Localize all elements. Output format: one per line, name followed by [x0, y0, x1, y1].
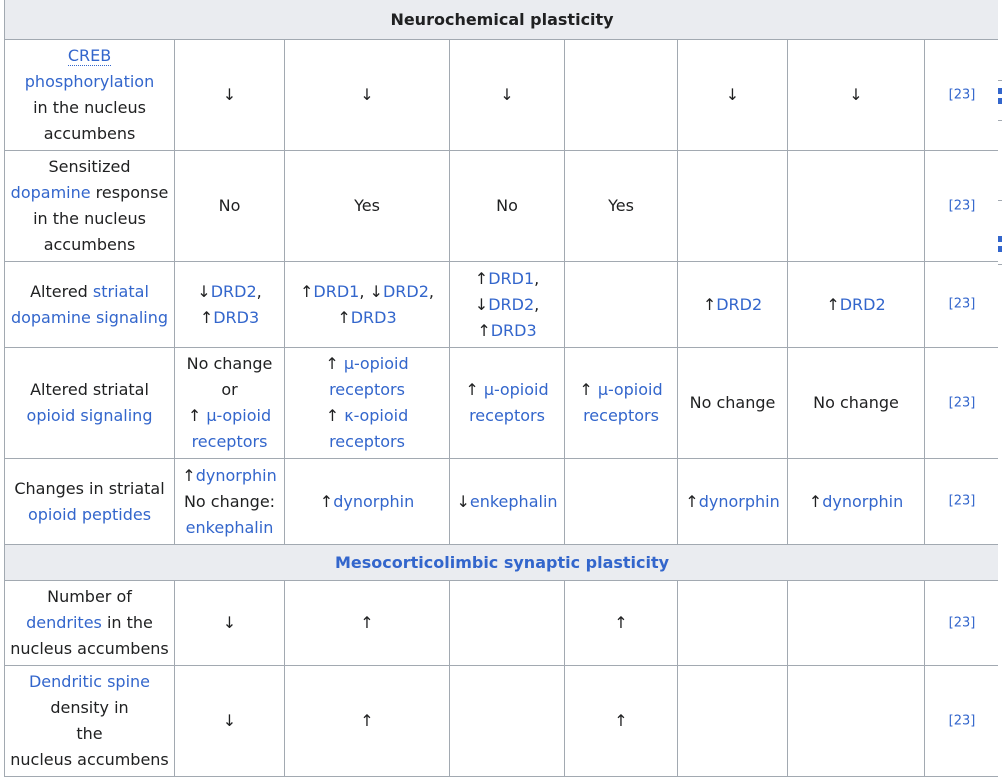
table-cell: ↑DRD1, ↓DRD2, ↑DRD3	[450, 262, 565, 348]
table-cell: No change	[678, 348, 788, 459]
reference-link[interactable]: [23]	[948, 87, 976, 103]
drd3-link[interactable]: DRD3	[213, 307, 260, 327]
dendritic-spine-link[interactable]: Dendritic spine	[28, 672, 150, 691]
table-cell: ↓	[678, 40, 788, 151]
dynorphin-link[interactable]: dynorphin	[698, 491, 780, 511]
table-cell	[678, 581, 788, 666]
table-cell: ↓	[285, 40, 450, 151]
reference-link[interactable]: [23]	[948, 296, 976, 312]
right-edge-rail	[998, 0, 1002, 779]
kappa-opioid-receptors-link[interactable]: κ-opioid receptors	[329, 406, 409, 451]
edge-divider	[998, 200, 1002, 201]
reference-cell	[925, 348, 1000, 459]
row-label-text: response in the nucleus accumbens	[33, 183, 169, 254]
table-cell: ↑dynorphin	[788, 459, 925, 545]
row-label-text: in the nucleus accumbens	[10, 613, 169, 658]
table-cell: ↑ μ-opioid receptors	[565, 348, 678, 459]
table-cell: No change or ↑ μ-opioid receptors	[175, 348, 285, 459]
row-label-text: density in	[50, 698, 129, 717]
dynorphin-link[interactable]: dynorphin	[195, 465, 277, 485]
table-cell	[678, 151, 788, 262]
section-header-synaptic	[5, 545, 1000, 581]
table-cell: No	[450, 151, 565, 262]
reference-cell	[925, 40, 1000, 151]
drug-effects-table	[4, 0, 1000, 777]
reference-link[interactable]: [23]	[948, 395, 976, 411]
table-cell: ↓enkephalin	[450, 459, 565, 545]
reference-link[interactable]: [23]	[948, 713, 976, 729]
table-row	[5, 459, 1000, 545]
row-label	[5, 348, 175, 459]
dynorphin-link[interactable]: dynorphin	[822, 491, 904, 511]
table-cell: ↓DRD2, ↑DRD3	[175, 262, 285, 348]
table-cell: ↑DRD2	[788, 262, 925, 348]
mu-opioid-receptors-link[interactable]: μ-opioid receptors	[191, 406, 272, 451]
edge-marker	[998, 236, 1002, 242]
reference-link[interactable]: [23]	[948, 198, 976, 214]
row-label	[5, 666, 175, 777]
table-cell: No change	[788, 348, 925, 459]
table-row	[5, 40, 1000, 151]
drd3-link[interactable]: DRD3	[490, 320, 537, 340]
table-cell	[788, 666, 925, 777]
enkephalin-link[interactable]: enkephalin	[185, 517, 274, 537]
row-label-text: the	[76, 724, 103, 743]
reference-link[interactable]: [23]	[948, 493, 976, 509]
section-header-neurochemical	[5, 0, 1000, 40]
drd2-link[interactable]: DRD2	[488, 294, 535, 314]
drd1-link[interactable]: DRD1	[488, 268, 535, 288]
row-label	[5, 581, 175, 666]
edge-divider	[998, 80, 1002, 81]
table-cell: ↑DRD2	[678, 262, 788, 348]
row-label-text: Altered	[30, 281, 88, 301]
table-cell: ↓	[788, 40, 925, 151]
table-cell	[565, 40, 678, 151]
row-label	[5, 459, 175, 545]
edge-divider	[998, 264, 1002, 265]
table-cell	[450, 581, 565, 666]
table-cell: ↓	[175, 666, 285, 777]
table-cell: ↑ μ-opioid receptors ↑ κ-opioid receptors	[285, 348, 450, 459]
table-cell: ↑dynorphin	[678, 459, 788, 545]
dendrites-link[interactable]: dendrites	[26, 613, 102, 632]
table-row	[5, 581, 1000, 666]
opioid-peptides-link[interactable]: opioid peptides	[27, 504, 152, 524]
table-cell	[450, 666, 565, 777]
edge-marker	[998, 98, 1002, 104]
reference-link[interactable]: [23]	[948, 615, 976, 631]
table-cell: ↑	[285, 666, 450, 777]
drd2-link[interactable]: DRD2	[839, 294, 886, 314]
table-cell: ↓	[175, 581, 285, 666]
mu-opioid-receptors-link[interactable]: μ-opioid receptors	[329, 354, 409, 399]
reference-cell	[925, 581, 1000, 666]
enkephalin-link[interactable]: enkephalin	[469, 491, 558, 511]
drd2-link[interactable]: DRD2	[382, 281, 429, 301]
reference-cell	[925, 262, 1000, 348]
table-cell: ↓	[175, 40, 285, 151]
mu-opioid-receptors-link[interactable]: μ-opioid receptors	[469, 380, 549, 425]
table-cell: ↓	[450, 40, 565, 151]
drd2-link[interactable]: DRD2	[210, 281, 257, 301]
table-cell: ↑dynorphin No change: enkephalin	[175, 459, 285, 545]
drd1-link[interactable]: DRD1	[313, 281, 360, 301]
edge-marker	[998, 88, 1002, 94]
dynorphin-link[interactable]: dynorphin	[333, 491, 415, 511]
table-row	[5, 666, 1000, 777]
table-row	[5, 151, 1000, 262]
table-cell: ↑dynorphin	[285, 459, 450, 545]
table-cell	[788, 151, 925, 262]
table-cell: ↑ μ-opioid receptors	[450, 348, 565, 459]
table-row	[5, 262, 1000, 348]
reference-cell	[925, 459, 1000, 545]
opioid-signaling-link[interactable]: opioid signaling	[26, 406, 153, 425]
table-cell: Yes	[565, 151, 678, 262]
edge-divider	[998, 120, 1002, 121]
phosphorylation-link[interactable]: phosphorylation	[24, 72, 155, 91]
reference-cell	[925, 151, 1000, 262]
row-label-text: in the nucleus accumbens	[33, 98, 146, 143]
table-cell: Yes	[285, 151, 450, 262]
row-label-text: Sensitized	[48, 157, 131, 176]
table-cell: ↑	[565, 581, 678, 666]
synaptic-plasticity-link[interactable]: Mesocorticolimbic synaptic plasticity	[334, 552, 670, 572]
table-cell	[565, 459, 678, 545]
creb-link[interactable]: CREB	[67, 46, 112, 65]
table-cell: ↑	[285, 581, 450, 666]
striatal-dopamine-signaling-link[interactable]: striatal dopamine signaling	[10, 281, 169, 327]
table-cell: ↑DRD1, ↓DRD2, ↑DRD3	[285, 262, 450, 348]
mu-opioid-receptors-link[interactable]: μ-opioid receptors	[583, 380, 663, 425]
section-title: Neurochemical plasticity	[5, 0, 1000, 40]
row-label-text: Altered striatal	[30, 380, 149, 399]
table-cell: ↑	[565, 666, 678, 777]
dopamine-link[interactable]: dopamine	[10, 183, 91, 202]
table-cell	[678, 666, 788, 777]
drd3-link[interactable]: DRD3	[350, 307, 397, 327]
row-label	[5, 262, 175, 348]
row-label	[5, 151, 175, 262]
table-row	[5, 348, 1000, 459]
table-cell	[788, 581, 925, 666]
row-label	[5, 40, 175, 151]
edge-marker	[998, 246, 1002, 252]
table-cell	[565, 262, 678, 348]
row-label-text: Number of	[47, 587, 132, 606]
row-label-text: Changes in striatal	[14, 478, 165, 498]
row-label-text: nucleus accumbens	[10, 750, 169, 769]
table-cell: No	[175, 151, 285, 262]
reference-cell	[925, 666, 1000, 777]
drd2-link[interactable]: DRD2	[716, 294, 763, 314]
